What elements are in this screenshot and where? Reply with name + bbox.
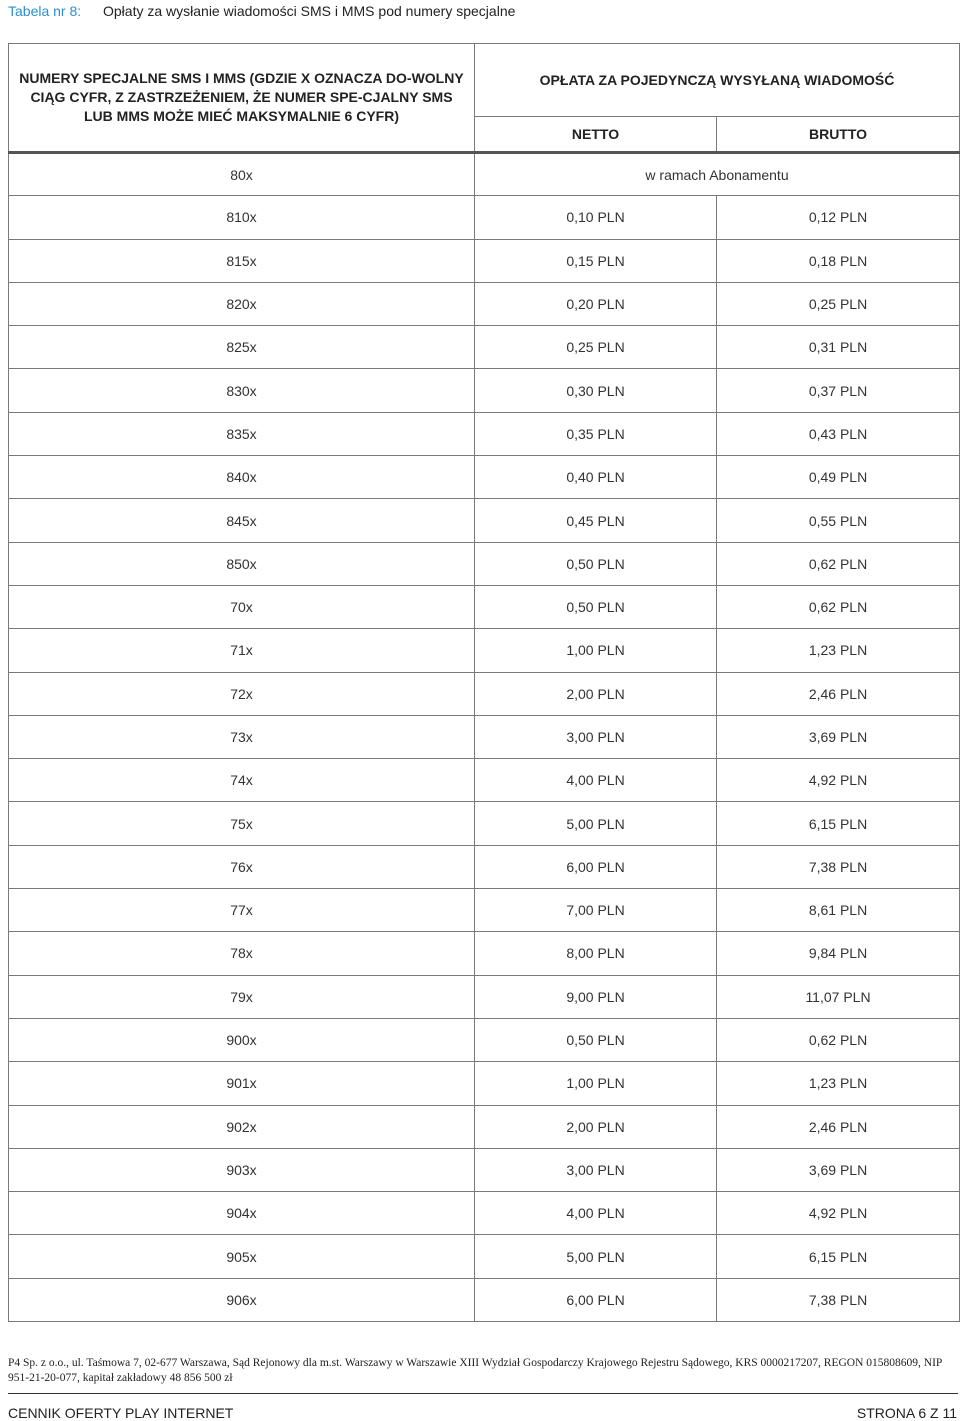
- cell-merged-fee: w ramach Abonamentu: [475, 153, 960, 196]
- cell-brutto: 1,23 PLN: [717, 629, 960, 672]
- cell-number: 830x: [9, 369, 475, 412]
- header-brutto: BRUTTO: [717, 117, 960, 153]
- special-numbers-price-table: [8, 43, 960, 1322]
- cell-netto: 4,00 PLN: [475, 1192, 717, 1235]
- cell-netto: 5,00 PLN: [475, 1235, 717, 1278]
- cell-netto: 4,00 PLN: [475, 759, 717, 802]
- cell-brutto: 2,46 PLN: [717, 1105, 960, 1148]
- table-row: [9, 932, 960, 975]
- document-name: CENNIK OFERTY PLAY INTERNET: [8, 1405, 234, 1421]
- table-row: [9, 889, 960, 932]
- table-row: [9, 759, 960, 802]
- cell-number: 71x: [9, 629, 475, 672]
- table-row: [9, 282, 960, 325]
- cell-netto: 7,00 PLN: [475, 889, 717, 932]
- cell-netto: 9,00 PLN: [475, 975, 717, 1018]
- table-row: [9, 542, 960, 585]
- header-netto: NETTO: [475, 117, 717, 153]
- cell-netto: 0,35 PLN: [475, 412, 717, 455]
- cell-number: 75x: [9, 802, 475, 845]
- cell-number: 850x: [9, 542, 475, 585]
- cell-netto: 2,00 PLN: [475, 672, 717, 715]
- cell-number: 78x: [9, 932, 475, 975]
- cell-number: 810x: [9, 196, 475, 239]
- cell-number: 903x: [9, 1148, 475, 1191]
- cell-brutto: 0,25 PLN: [717, 282, 960, 325]
- cell-netto: 0,40 PLN: [475, 456, 717, 499]
- cell-brutto: 4,92 PLN: [717, 759, 960, 802]
- cell-brutto: 7,38 PLN: [717, 1278, 960, 1321]
- cell-netto: 0,45 PLN: [475, 499, 717, 542]
- cell-brutto: 6,15 PLN: [717, 1235, 960, 1278]
- cell-brutto: 1,23 PLN: [717, 1062, 960, 1105]
- cell-netto: 0,15 PLN: [475, 239, 717, 282]
- table-row: [9, 153, 960, 196]
- table-row: [9, 629, 960, 672]
- table-row: [9, 585, 960, 628]
- table-row: [9, 715, 960, 758]
- page-number: STRONA 6 Z 11: [856, 1405, 957, 1421]
- cell-brutto: 0,62 PLN: [717, 585, 960, 628]
- cell-number: 904x: [9, 1192, 475, 1235]
- header-fee-per-message: OPŁATA ZA POJEDYNCZĄ WYSYŁANĄ WIADOMOŚĆ: [475, 44, 960, 117]
- cell-number: 840x: [9, 456, 475, 499]
- cell-netto: 1,00 PLN: [475, 629, 717, 672]
- cell-brutto: 8,61 PLN: [717, 889, 960, 932]
- table-row: [9, 1018, 960, 1061]
- cell-brutto: 0,62 PLN: [717, 542, 960, 585]
- cell-brutto: 0,18 PLN: [717, 239, 960, 282]
- table-row: [9, 369, 960, 412]
- cell-brutto: 0,12 PLN: [717, 196, 960, 239]
- table-row: [9, 1148, 960, 1191]
- cell-brutto: 0,37 PLN: [717, 369, 960, 412]
- cell-number: 825x: [9, 326, 475, 369]
- cell-number: 901x: [9, 1062, 475, 1105]
- cell-netto: 2,00 PLN: [475, 1105, 717, 1148]
- cell-number: 74x: [9, 759, 475, 802]
- cell-number: 70x: [9, 585, 475, 628]
- table-row: [9, 456, 960, 499]
- cell-netto: 6,00 PLN: [475, 1278, 717, 1321]
- cell-brutto: 0,31 PLN: [717, 326, 960, 369]
- cell-number: 820x: [9, 282, 475, 325]
- table-number-label: Tabela nr 8:: [8, 3, 82, 19]
- table-header-row: [9, 44, 960, 117]
- cell-brutto: 3,69 PLN: [717, 1148, 960, 1191]
- cell-brutto: 0,43 PLN: [717, 412, 960, 455]
- table-row: [9, 196, 960, 239]
- cell-brutto: 6,15 PLN: [717, 802, 960, 845]
- cell-netto: 0,10 PLN: [475, 196, 717, 239]
- table-row: [9, 845, 960, 888]
- cell-netto: 1,00 PLN: [475, 1062, 717, 1105]
- cell-number: 79x: [9, 975, 475, 1018]
- cell-netto: 0,25 PLN: [475, 326, 717, 369]
- cell-netto: 0,50 PLN: [475, 1018, 717, 1061]
- cell-number: 80x: [9, 153, 475, 196]
- cell-number: 815x: [9, 239, 475, 282]
- cell-netto: 5,00 PLN: [475, 802, 717, 845]
- cell-netto: 3,00 PLN: [475, 1148, 717, 1191]
- table-row: [9, 1192, 960, 1235]
- table-row: [9, 239, 960, 282]
- cell-number: 845x: [9, 499, 475, 542]
- cell-netto: 3,00 PLN: [475, 715, 717, 758]
- table-row: [9, 1062, 960, 1105]
- cell-brutto: 0,55 PLN: [717, 499, 960, 542]
- cell-number: 77x: [9, 889, 475, 932]
- table-row: [9, 1105, 960, 1148]
- cell-number: 900x: [9, 1018, 475, 1061]
- table-row: [9, 1235, 960, 1278]
- cell-brutto: 11,07 PLN: [717, 975, 960, 1018]
- cell-brutto: 7,38 PLN: [717, 845, 960, 888]
- cell-number: 835x: [9, 412, 475, 455]
- cell-netto: 0,50 PLN: [475, 585, 717, 628]
- table-title: Opłaty za wysłanie wiadomości SMS i MMS pod numery specjalne: [103, 3, 516, 19]
- cell-brutto: 3,69 PLN: [717, 715, 960, 758]
- cell-brutto: 9,84 PLN: [717, 932, 960, 975]
- cell-number: 73x: [9, 715, 475, 758]
- cell-netto: 0,50 PLN: [475, 542, 717, 585]
- table-row: [9, 1278, 960, 1321]
- cell-brutto: 0,49 PLN: [717, 456, 960, 499]
- cell-netto: 0,30 PLN: [475, 369, 717, 412]
- cell-brutto: 2,46 PLN: [717, 672, 960, 715]
- company-legal-info: P4 Sp. z o.o., ul. Taśmowa 7, 02-677 Warszawa, Sąd Rejonowy dla m.st. Warszawy w Warszawie XIII Wydział Gospodarczy Krajowego Rejestru Sądowego, KRS 0000217207, REGON 015808609, NIP 951-21-20-077, kapitał zakładowy 48 856 500 zł: [8, 1357, 942, 1384]
- table-row: [9, 499, 960, 542]
- cell-number: 902x: [9, 1105, 475, 1148]
- cell-number: 906x: [9, 1278, 475, 1321]
- table-row: [9, 412, 960, 455]
- header-special-numbers: NUMERY SPECJALNE SMS I MMS (GDZIE X OZNACZA DO-WOLNY CIĄG CYFR, Z ZASTRZEŻENIEM, ŻE NUMER SPE-CJALNY SMS LUB MMS MOŻE MIEĆ MAKSYMALNIE 6 CYFR): [9, 44, 475, 153]
- table-row: [9, 326, 960, 369]
- cell-number: 76x: [9, 845, 475, 888]
- table-row: [9, 975, 960, 1018]
- cell-netto: 8,00 PLN: [475, 932, 717, 975]
- cell-number: 72x: [9, 672, 475, 715]
- cell-brutto: 4,92 PLN: [717, 1192, 960, 1235]
- cell-brutto: 0,62 PLN: [717, 1018, 960, 1061]
- table-body: [9, 153, 960, 1322]
- table-row: [9, 802, 960, 845]
- footer-divider: [8, 1393, 958, 1394]
- cell-number: 905x: [9, 1235, 475, 1278]
- table-caption: [8, 0, 515, 22]
- table-row: [9, 672, 960, 715]
- cell-netto: 0,20 PLN: [475, 282, 717, 325]
- cell-netto: 6,00 PLN: [475, 845, 717, 888]
